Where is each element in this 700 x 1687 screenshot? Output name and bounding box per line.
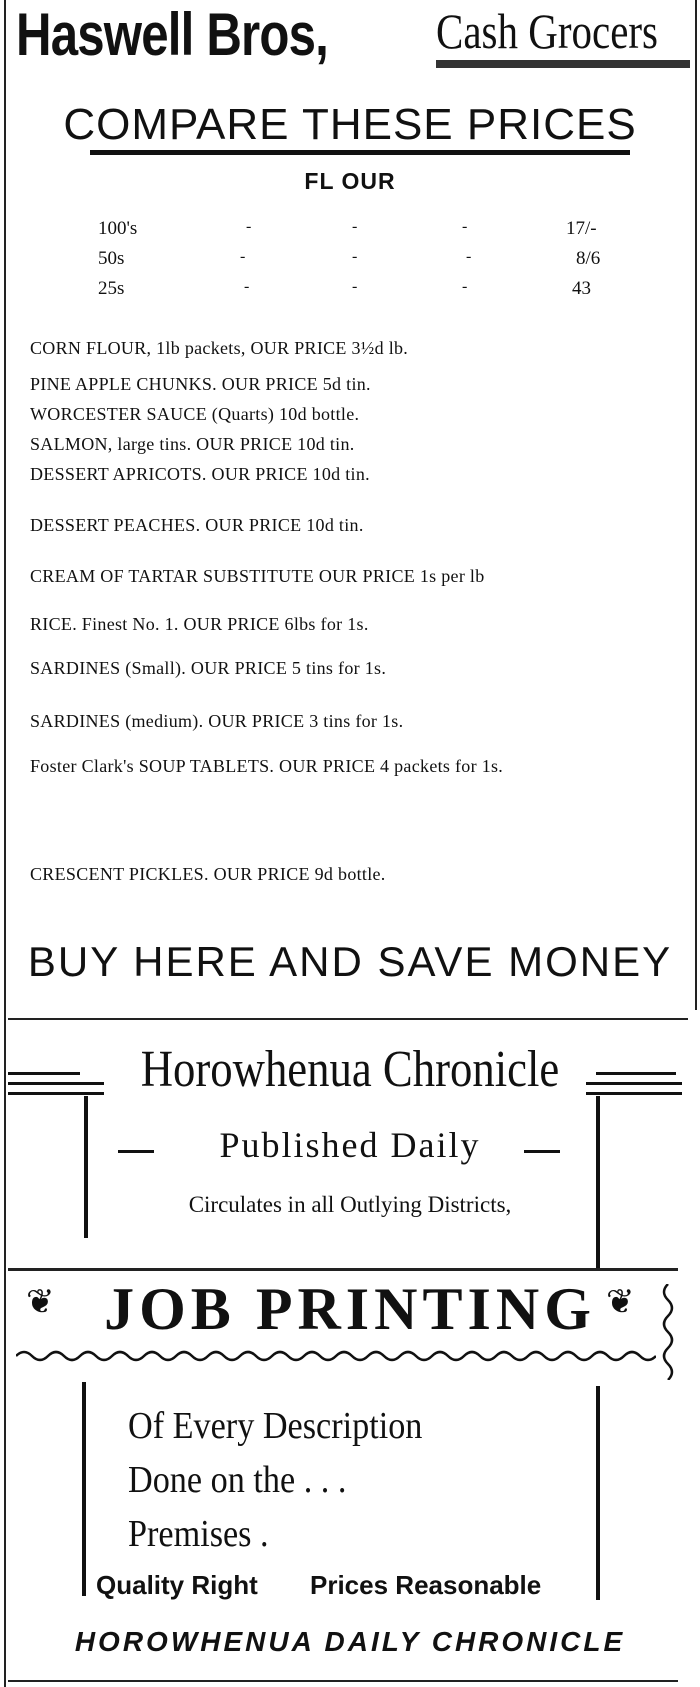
flour-size: 25s bbox=[98, 278, 125, 299]
flour-size: 100's bbox=[98, 218, 138, 239]
price-item: SARDINES (Small). OUR PRICE 5 tins for 1s. bbox=[30, 658, 387, 678]
flour-price: 8/6 bbox=[576, 248, 601, 269]
price-item: WORCESTER SAUCE (Quarts) 10d bottle. bbox=[30, 404, 360, 424]
leader-dash: - bbox=[240, 248, 246, 265]
headline-rule bbox=[90, 150, 630, 155]
fleur-de-lis-icon: ❦ bbox=[606, 1284, 635, 1321]
slogan: BUY HERE AND SAVE MONEY bbox=[27, 938, 673, 985]
price-item: CREAM OF TARTAR SUBSTITUTE OUR PRICE 1s per lb bbox=[30, 566, 485, 586]
wavy-rule-vertical bbox=[660, 1284, 676, 1380]
price-item: SALMON, large tins. OUR PRICE 10d tin. bbox=[30, 434, 355, 454]
frame-bar-left bbox=[82, 1382, 86, 1596]
chronicle-title: Horowhenua Chronicle bbox=[140, 1041, 560, 1098]
flour-row bbox=[0, 278, 700, 306]
price-item: Foster Clark's SOUP TABLETS. OUR PRICE 4 packets for 1s. bbox=[30, 756, 504, 776]
job-line: Premises . bbox=[128, 1513, 269, 1555]
leader-dash: - bbox=[462, 218, 468, 235]
price-item: CRESCENT PICKLES. OUR PRICE 9d bottle. bbox=[30, 864, 386, 884]
daily-chronicle-footer: HOROWHENUA DAILY CHRONICLE bbox=[74, 1626, 626, 1657]
section-divider bbox=[8, 1268, 678, 1271]
frame-bar-right bbox=[596, 1386, 600, 1600]
flour-heading: FL OUR bbox=[304, 168, 396, 194]
dash-right bbox=[524, 1150, 560, 1153]
job-line: Done on the . . . bbox=[128, 1459, 347, 1501]
flour-size: 50s bbox=[98, 248, 125, 269]
price-item: CORN FLOUR, 1lb packets, OUR PRICE 3½d lb. bbox=[30, 338, 409, 358]
price-item: DESSERT APRICOTS. OUR PRICE 10d tin. bbox=[30, 464, 370, 484]
leader-dash: - bbox=[466, 248, 472, 265]
prices-reasonable: Prices Reasonable bbox=[310, 1570, 542, 1600]
advertiser-name: Haswell Bros, bbox=[16, 1, 329, 68]
leader-dash: - bbox=[244, 278, 250, 295]
advertiser-type-underline bbox=[436, 60, 690, 68]
section-divider bbox=[8, 1018, 688, 1020]
leader-dash: - bbox=[352, 248, 358, 265]
frame-bar-right bbox=[596, 1096, 600, 1268]
headline: COMPARE THESE PRICES bbox=[63, 100, 637, 149]
circulation-note: Circulates in all Outlying Districts, bbox=[188, 1192, 512, 1217]
price-item: PINE APPLE CHUNKS. OUR PRICE 5d tin. bbox=[30, 374, 371, 394]
price-item: DESSERT PEACHES. OUR PRICE 10d tin. bbox=[30, 515, 364, 535]
wavy-rule bbox=[16, 1346, 656, 1362]
price-item: RICE. Finest No. 1. OUR PRICE 6lbs for 1s. bbox=[30, 614, 369, 634]
flour-price: 17/- bbox=[566, 218, 597, 239]
flour-row bbox=[0, 248, 700, 276]
advertiser-type: Cash Grocers bbox=[436, 3, 659, 59]
page-border-right bbox=[695, 0, 697, 1010]
flour-price: 43 bbox=[572, 278, 591, 299]
leader-dash: - bbox=[462, 278, 468, 295]
leader-dash: - bbox=[352, 218, 358, 235]
bottom-rule bbox=[8, 1680, 678, 1682]
job-line: Of Every Description bbox=[128, 1405, 423, 1447]
job-printing-title: JOB PRINTING bbox=[104, 1276, 596, 1342]
fleur-de-lis-icon: ❦ bbox=[26, 1284, 55, 1321]
leader-dash: - bbox=[246, 218, 252, 235]
published-daily: Published Daily bbox=[219, 1125, 481, 1165]
price-item: SARDINES (medium). OUR PRICE 3 tins for 1s. bbox=[30, 711, 404, 731]
leader-dash: - bbox=[352, 278, 358, 295]
quality-right: Quality Right bbox=[96, 1570, 258, 1600]
flour-row bbox=[0, 218, 700, 246]
